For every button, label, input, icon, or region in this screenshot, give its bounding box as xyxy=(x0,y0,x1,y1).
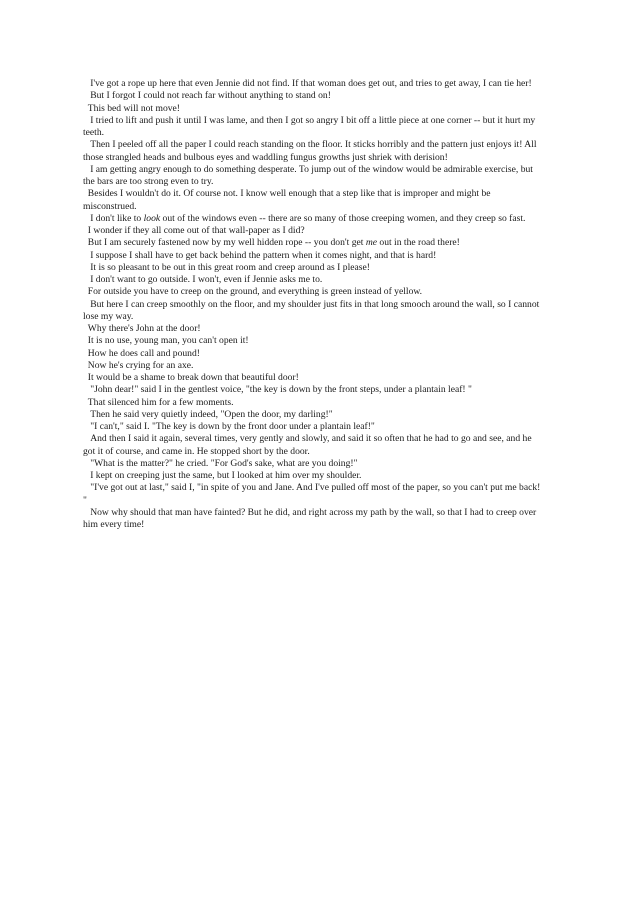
paragraph xyxy=(83,188,545,213)
paragraph xyxy=(83,274,545,286)
text-run: And then I said it again, several times, very gently and slowly, and said it so often that he had to go and see, and he got it of course, and came in. He stopped short by the door. xyxy=(83,433,534,457)
italic-text: look xyxy=(143,212,161,224)
text-run: But here I can creep smoothly on the floor, and my shoulder just fits in that long smooch around the wall, so I cannot lose my way. xyxy=(83,298,542,322)
paragraph xyxy=(83,286,545,298)
paragraph xyxy=(83,225,545,237)
text-run: "I've got out at last," said I, "in spite of you and Jane. And I've pulled off most of the paper, so you can't put me back! " xyxy=(83,482,543,506)
text-run: Then he said very quietly indeed, "Open the door, my darling!" xyxy=(83,408,333,420)
text-run: I am getting angry enough to do something desperate. To jump out of the window would be admirable exercise, but the bars are too strong even to try. xyxy=(83,163,536,187)
paragraph xyxy=(83,103,545,115)
paragraph xyxy=(83,323,545,335)
text-run: It is so pleasant to be out in this great room and creep around as I please! xyxy=(83,261,370,273)
paragraph xyxy=(83,115,545,140)
text-run: I tried to lift and push it until I was lame, and then I got so angry I bit off a little piece at one corner -- but it hurt my teeth. xyxy=(83,114,538,138)
paragraph xyxy=(83,372,545,384)
text-run: "What is the matter?" he cried. "For God's sake, what are you doing!" xyxy=(83,457,358,469)
paragraph xyxy=(83,250,545,262)
paragraph xyxy=(83,470,545,482)
text-run: I suppose I shall have to get back behind the pattern when it comes night, and that is hard! xyxy=(83,249,437,261)
paragraph xyxy=(83,213,545,225)
paragraph xyxy=(83,433,545,458)
text-run: Now why should that man have fainted? But he did, and right across my path by the wall, so that I had to creep over him every time! xyxy=(83,506,539,530)
italic-text: me xyxy=(365,237,377,249)
text-run: It is no use, young man, you can't open it! xyxy=(83,335,249,347)
paragraph xyxy=(83,482,545,507)
text-run: Now he's crying for an axe. xyxy=(83,359,194,371)
paragraph xyxy=(83,409,545,421)
text-run: out of the windows even -- there are so many of those creeping women, and they creep so fast. xyxy=(160,212,526,224)
paragraph xyxy=(83,348,545,360)
paragraph xyxy=(83,397,545,409)
paragraph xyxy=(83,299,545,324)
paragraph xyxy=(83,507,545,532)
text-run: "I can't," said I. "The key is down by the front door under a plantain leaf!" xyxy=(83,421,375,432)
paragraph xyxy=(83,164,545,189)
text-run: "John dear!" said I in the gentlest voice, "the key is down by the front steps, under a plantain leaf! " xyxy=(83,384,472,396)
text-run: I wonder if they all come out of that wall-paper as I did? xyxy=(83,225,305,236)
paragraph xyxy=(83,335,545,347)
paragraph xyxy=(83,262,545,274)
paragraph xyxy=(83,458,545,470)
text-run: I don't want to go outside. I won't, even if Jennie asks me to. xyxy=(83,274,323,285)
text-run: How he does call and pound! xyxy=(83,347,200,359)
paragraph xyxy=(83,78,545,90)
text-run: It would be a shame to break down that beautiful door! xyxy=(83,372,299,383)
paragraph xyxy=(83,384,545,396)
text-run: For outside you have to creep on the ground, and everything is green instead of yellow. xyxy=(83,286,423,298)
paragraph xyxy=(83,139,545,164)
text-run: I've got a rope up here that even Jennie did not find. If that woman does get out, and tries to get away, I can tie her! xyxy=(83,78,532,89)
text-run: Why there's John at the door! xyxy=(83,323,201,334)
body-text xyxy=(83,78,545,531)
text-run: Besides I wouldn't do it. Of course not. I know well enough that a step like that is improper and might be misconstrued. xyxy=(83,188,493,212)
text-run: Then I peeled off all the paper I could reach standing on the floor. It sticks horribly and the pattern just enjoys it! All those strangled heads and bulbous eyes and waddling fungus growths just shriek with derision! xyxy=(83,139,539,163)
text-run: That silenced him for a few moments. xyxy=(83,396,234,408)
paragraph xyxy=(83,421,545,433)
paragraph xyxy=(83,360,545,372)
text-run: But I forgot I could not reach far without anything to stand on! xyxy=(83,90,331,102)
paragraph xyxy=(83,90,545,102)
text-run: I kept on creeping just the same, but I looked at him over my shoulder. xyxy=(83,470,362,481)
text-run: I don't like to xyxy=(83,212,144,224)
paragraph xyxy=(83,237,545,249)
text-run: out in the road there! xyxy=(377,237,460,249)
text-run: This bed will not move! xyxy=(83,102,180,114)
text-run: But I am securely fastened now by my well hidden rope -- you don't get xyxy=(83,237,366,249)
